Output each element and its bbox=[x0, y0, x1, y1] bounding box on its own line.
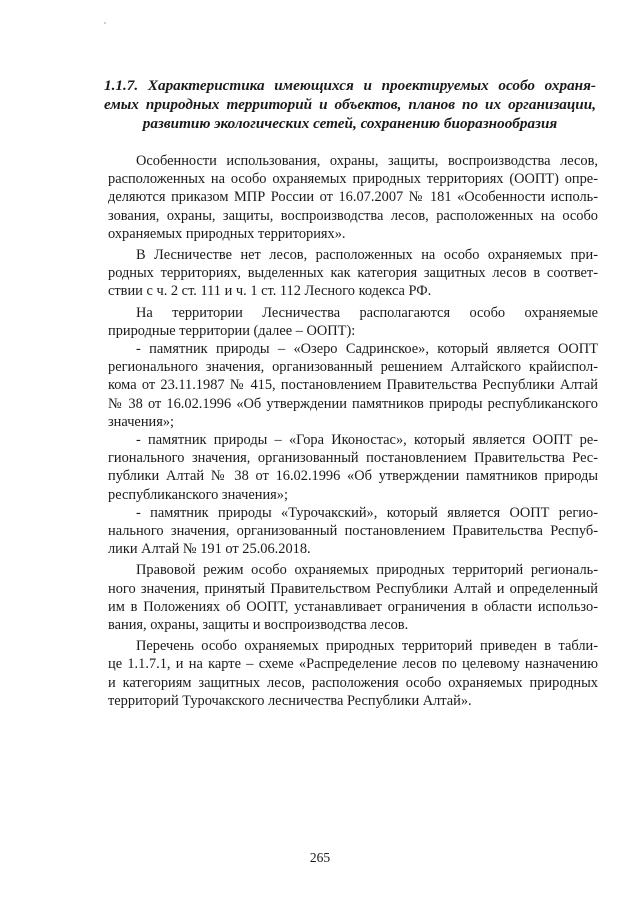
text-line: им в Положениях об ООПТ, устанавливает ограничения в области использо- bbox=[108, 598, 598, 615]
text-line: нального значения, организованный постановлением Правительства Респуб- bbox=[108, 523, 598, 540]
list-item-ikonostas bbox=[108, 431, 598, 504]
text-line: ствии с ч. 2 ст. 111 и ч. 1 ст. 112 Лесного кодекса РФ. bbox=[108, 283, 432, 300]
page-number: 265 bbox=[309, 850, 331, 865]
text-line: деляются приказом МПР России от 16.07.2007 № 181 «Особенности исполь- bbox=[108, 189, 598, 206]
text-line: вания, охраны, защиты и воспроизводства лесов. bbox=[108, 617, 409, 634]
paragraph-legal-regime bbox=[108, 561, 598, 634]
paragraph-oopt-intro bbox=[108, 304, 598, 340]
text-line: це 1.1.7.1, и на карте – схеме «Распределение лесов по целевому назначению bbox=[108, 656, 598, 673]
text-line: природные территории (далее – ООПТ): bbox=[108, 322, 356, 339]
heading-line: 1.1.7. Характеристика имеющихся и проектируемых особо охраня- bbox=[104, 77, 596, 94]
text-line: № 38 от 16.02.1996 «Об утверждении памятников природы республиканского bbox=[108, 395, 598, 412]
paragraph-oopt-list-reference bbox=[108, 637, 598, 710]
text-line: охраняемых природных территориях». bbox=[108, 225, 346, 242]
text-line: Правовой режим особо охраняемых природных территорий региональ- bbox=[136, 562, 598, 579]
text-line: Перечень особо охраняемых природных территорий приведен в табли- bbox=[136, 638, 598, 655]
text-line: кома от 23.11.1987 № 415, постановлением Правительства Республики Алтай bbox=[108, 377, 598, 394]
list-item-sadrinskoe bbox=[108, 340, 598, 431]
paragraph-oopt-usage bbox=[108, 152, 598, 243]
body-text bbox=[108, 151, 598, 710]
text-line: значения»; bbox=[108, 413, 175, 430]
text-line: территорий Турочакского лесничества Республики Алтай». bbox=[108, 692, 472, 709]
text-line: и категориям защитных лесов, расположения особо охраняемых природных bbox=[108, 674, 598, 691]
text-line: республиканского значения»; bbox=[108, 486, 288, 503]
heading-line: развитию экологических сетей, сохранению биоразнообразия bbox=[142, 115, 558, 132]
text-line: На территории Лесничества располагаются особо охраняемые bbox=[136, 304, 598, 321]
text-line: родных территориях, выделенных как категория защитных лесов в соответ- bbox=[108, 265, 598, 282]
scan-speck bbox=[104, 22, 106, 24]
paragraph-no-protected-forests bbox=[108, 246, 598, 301]
text-line: публики Алтай № 38 от 16.02.1996 «Об утверждении памятников природы bbox=[108, 468, 598, 485]
text-line: - памятник природы – «Озеро Садринское», который является ООПТ bbox=[136, 341, 598, 358]
text-line: Особенности использования, охраны, защиты, воспроизводства лесов, bbox=[136, 153, 598, 169]
text-line: - памятник природы – «Гора Иконостас», который является ООПТ ре- bbox=[136, 432, 598, 449]
text-line: ного значения, принятый Правительством Республики Алтай и определенный bbox=[108, 580, 598, 597]
heading-line: емых природных территорий и объектов, планов по их организации, bbox=[104, 96, 596, 113]
text-line: В Лесничестве нет лесов, расположенных на особо охраняемых при- bbox=[136, 247, 598, 264]
text-line: - памятник природы «Турочакский», который является ООПТ регио- bbox=[136, 504, 598, 521]
list-item-turochaksky bbox=[108, 504, 598, 559]
text-line: гионального значения, организованный постановлением Правительства Рес- bbox=[108, 450, 598, 467]
text-line: зования, охраны, защиты, воспроизводства лесов, расположенных на особо bbox=[108, 207, 598, 224]
text-line: лики Алтай № 191 от 25.06.2018. bbox=[108, 541, 311, 558]
text-line: расположенных на особо охраняемых природных территориях (ООПТ) опре- bbox=[108, 171, 598, 188]
section-heading bbox=[104, 76, 596, 133]
text-line: регионального значения, организованный решением Алтайского крайиспол- bbox=[108, 359, 598, 376]
